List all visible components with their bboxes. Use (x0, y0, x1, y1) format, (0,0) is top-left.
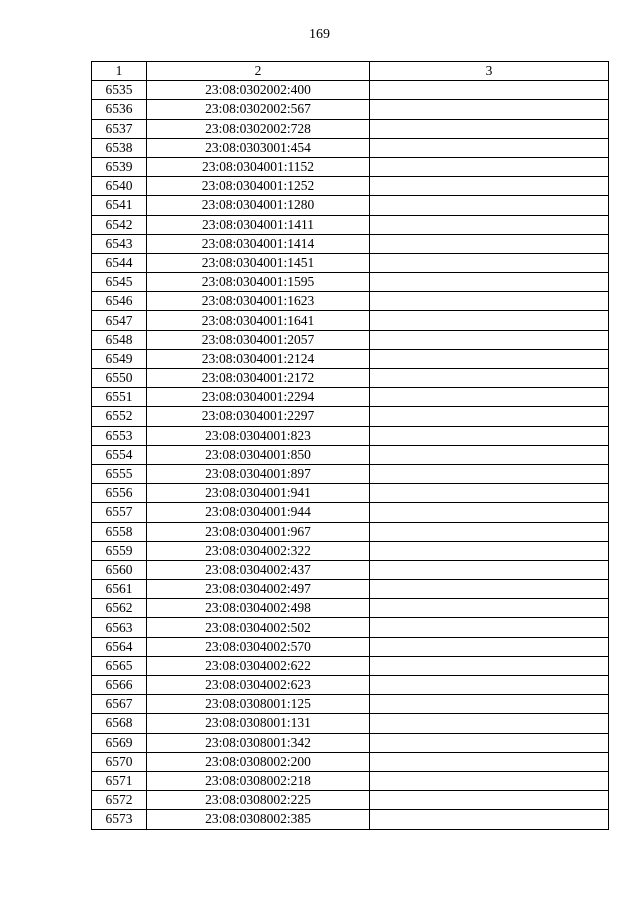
cadastral-number-cell: 23:08:0304001:944 (147, 503, 370, 522)
table-row (92, 234, 609, 253)
note-cell (370, 503, 609, 522)
row-number-cell: 6546 (92, 292, 147, 311)
note-cell (370, 330, 609, 349)
cadastral-number-cell: 23:08:0304001:1641 (147, 311, 370, 330)
cadastral-number-cell: 23:08:0304001:2124 (147, 349, 370, 368)
note-cell (370, 484, 609, 503)
note-cell (370, 676, 609, 695)
note-cell (370, 560, 609, 579)
cadastral-number-cell: 23:08:0304001:823 (147, 426, 370, 445)
note-cell (370, 464, 609, 483)
cadastral-number-cell: 23:08:0304002:322 (147, 541, 370, 560)
note-cell (370, 388, 609, 407)
table-row (92, 349, 609, 368)
note-cell (370, 810, 609, 829)
cadastral-number-cell: 23:08:0304001:2057 (147, 330, 370, 349)
table-row (92, 445, 609, 464)
cadastral-number-cell: 23:08:0304001:2172 (147, 369, 370, 388)
table-row (92, 503, 609, 522)
cadastral-number-cell: 23:08:0304002:497 (147, 580, 370, 599)
row-number-cell: 6548 (92, 330, 147, 349)
row-number-cell: 6544 (92, 253, 147, 272)
table-row (92, 791, 609, 810)
row-number-cell: 6550 (92, 369, 147, 388)
note-cell (370, 656, 609, 675)
table-row (92, 253, 609, 272)
table-row (92, 580, 609, 599)
note-cell (370, 81, 609, 100)
table-row (92, 273, 609, 292)
cadastral-number-cell: 23:08:0308002:218 (147, 771, 370, 790)
cadastral-number-cell: 23:08:0304001:850 (147, 445, 370, 464)
row-number-cell: 6560 (92, 560, 147, 579)
table-row (92, 637, 609, 656)
row-number-cell: 6565 (92, 656, 147, 675)
table-row (92, 196, 609, 215)
row-number-cell: 6551 (92, 388, 147, 407)
row-number-cell: 6539 (92, 157, 147, 176)
row-number-cell: 6543 (92, 234, 147, 253)
table-row (92, 695, 609, 714)
row-number-cell: 6537 (92, 119, 147, 138)
note-cell (370, 196, 609, 215)
column-header-2: 2 (147, 62, 370, 81)
cadastral-number-cell: 23:08:0304001:1414 (147, 234, 370, 253)
table-row (92, 618, 609, 637)
cadastral-number-cell: 23:08:0304001:1252 (147, 177, 370, 196)
row-number-cell: 6538 (92, 138, 147, 157)
note-cell (370, 253, 609, 272)
column-header-1: 1 (92, 62, 147, 81)
row-number-cell: 6573 (92, 810, 147, 829)
table-row (92, 388, 609, 407)
row-number-cell: 6567 (92, 695, 147, 714)
note-cell (370, 292, 609, 311)
table-row (92, 484, 609, 503)
cadastral-number-cell: 23:08:0304002:622 (147, 656, 370, 675)
cadastral-number-cell: 23:08:0302002:567 (147, 100, 370, 119)
row-number-cell: 6562 (92, 599, 147, 618)
note-cell (370, 177, 609, 196)
cadastral-number-cell: 23:08:0304002:570 (147, 637, 370, 656)
cadastral-number-cell: 23:08:0308001:125 (147, 695, 370, 714)
row-number-cell: 6561 (92, 580, 147, 599)
table-row (92, 119, 609, 138)
note-cell (370, 157, 609, 176)
cadastral-number-cell: 23:08:0302002:728 (147, 119, 370, 138)
cadastral-number-cell: 23:08:0304001:1451 (147, 253, 370, 272)
table-body (92, 81, 609, 829)
table-row (92, 560, 609, 579)
note-cell (370, 599, 609, 618)
row-number-cell: 6557 (92, 503, 147, 522)
cadastral-number-cell: 23:08:0304002:498 (147, 599, 370, 618)
row-number-cell: 6542 (92, 215, 147, 234)
cadastral-number-cell: 23:08:0303001:454 (147, 138, 370, 157)
cadastral-number-cell: 23:08:0304001:1595 (147, 273, 370, 292)
page-number: 169 (309, 27, 330, 42)
table-row (92, 464, 609, 483)
row-number-cell: 6553 (92, 426, 147, 445)
table-row (92, 676, 609, 695)
table-row (92, 311, 609, 330)
note-cell (370, 541, 609, 560)
table-row (92, 733, 609, 752)
table-row (92, 330, 609, 349)
row-number-cell: 6571 (92, 771, 147, 790)
cadastral-number-cell: 23:08:0304001:1623 (147, 292, 370, 311)
note-cell (370, 733, 609, 752)
row-number-cell: 6556 (92, 484, 147, 503)
cadastral-number-cell: 23:08:0304001:967 (147, 522, 370, 541)
note-cell (370, 752, 609, 771)
row-number-cell: 6563 (92, 618, 147, 637)
note-cell (370, 522, 609, 541)
table-row (92, 752, 609, 771)
row-number-cell: 6570 (92, 752, 147, 771)
row-number-cell: 6555 (92, 464, 147, 483)
note-cell (370, 349, 609, 368)
note-cell (370, 215, 609, 234)
row-number-cell: 6564 (92, 637, 147, 656)
row-number-cell: 6568 (92, 714, 147, 733)
table-row (92, 157, 609, 176)
cadastral-number-cell: 23:08:0302002:400 (147, 81, 370, 100)
note-cell (370, 580, 609, 599)
cadastral-number-cell: 23:08:0304001:941 (147, 484, 370, 503)
cadastral-number-cell: 23:08:0304001:1411 (147, 215, 370, 234)
note-cell (370, 771, 609, 790)
row-number-cell: 6541 (92, 196, 147, 215)
row-number-cell: 6572 (92, 791, 147, 810)
note-cell (370, 100, 609, 119)
cadastral-number-cell: 23:08:0308002:225 (147, 791, 370, 810)
table-row (92, 100, 609, 119)
cadastral-number-cell: 23:08:0304001:1280 (147, 196, 370, 215)
note-cell (370, 445, 609, 464)
row-number-cell: 6540 (92, 177, 147, 196)
table-row (92, 407, 609, 426)
row-number-cell: 6569 (92, 733, 147, 752)
table-row (92, 138, 609, 157)
cadastral-number-cell: 23:08:0304002:437 (147, 560, 370, 579)
note-cell (370, 695, 609, 714)
note-cell (370, 234, 609, 253)
table-row (92, 426, 609, 445)
cadastral-number-cell: 23:08:0304001:2294 (147, 388, 370, 407)
cadastral-number-cell: 23:08:0304002:502 (147, 618, 370, 637)
note-cell (370, 273, 609, 292)
row-number-cell: 6558 (92, 522, 147, 541)
row-number-cell: 6559 (92, 541, 147, 560)
row-number-cell: 6547 (92, 311, 147, 330)
cadastral-number-cell: 23:08:0308002:385 (147, 810, 370, 829)
cadastral-table (91, 61, 609, 830)
table-row (92, 599, 609, 618)
column-header-3: 3 (370, 62, 609, 81)
table-row (92, 810, 609, 829)
cadastral-number-cell: 23:08:0304001:897 (147, 464, 370, 483)
table-row (92, 771, 609, 790)
note-cell (370, 369, 609, 388)
note-cell (370, 637, 609, 656)
cadastral-number-cell: 23:08:0304001:2297 (147, 407, 370, 426)
note-cell (370, 426, 609, 445)
note-cell (370, 138, 609, 157)
note-cell (370, 618, 609, 637)
note-cell (370, 714, 609, 733)
table-row (92, 714, 609, 733)
table-row (92, 522, 609, 541)
cadastral-number-cell: 23:08:0308001:342 (147, 733, 370, 752)
table-row (92, 292, 609, 311)
row-number-cell: 6554 (92, 445, 147, 464)
cadastral-number-cell: 23:08:0304002:623 (147, 676, 370, 695)
table-row (92, 215, 609, 234)
cadastral-number-cell: 23:08:0308001:131 (147, 714, 370, 733)
row-number-cell: 6536 (92, 100, 147, 119)
row-number-cell: 6545 (92, 273, 147, 292)
cadastral-number-cell: 23:08:0304001:1152 (147, 157, 370, 176)
row-number-cell: 6552 (92, 407, 147, 426)
table-row (92, 369, 609, 388)
table-row (92, 541, 609, 560)
note-cell (370, 119, 609, 138)
note-cell (370, 407, 609, 426)
table-header-row (92, 62, 609, 81)
note-cell (370, 791, 609, 810)
table-row (92, 177, 609, 196)
row-number-cell: 6566 (92, 676, 147, 695)
table-row (92, 81, 609, 100)
row-number-cell: 6535 (92, 81, 147, 100)
row-number-cell: 6549 (92, 349, 147, 368)
table-row (92, 656, 609, 675)
note-cell (370, 311, 609, 330)
cadastral-number-cell: 23:08:0308002:200 (147, 752, 370, 771)
